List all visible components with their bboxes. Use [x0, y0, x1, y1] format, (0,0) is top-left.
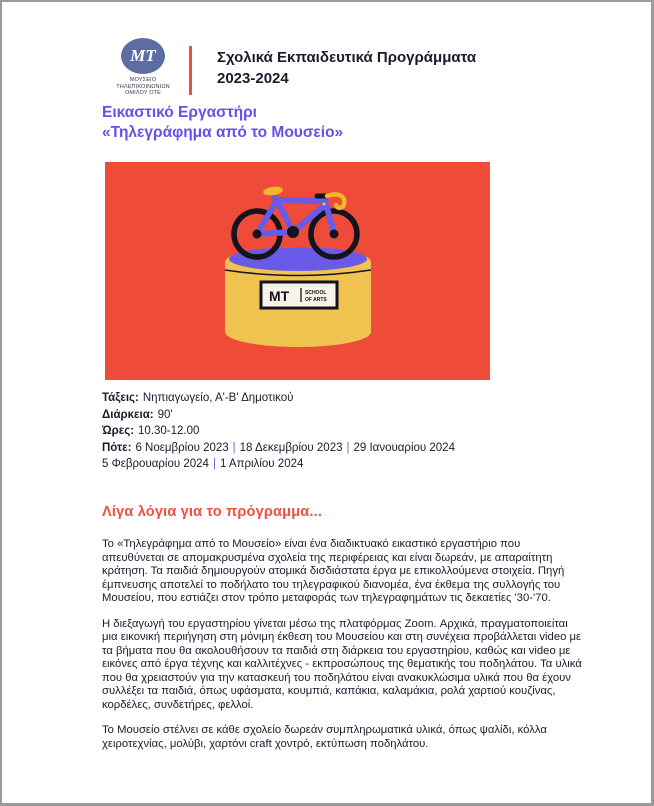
program-title-line1: Εικαστικό Εργαστήρι [102, 104, 257, 121]
logo-caption-line1: ΜΟΥΣΕΙΟ ΤΗΛΕΠΙΚΟΙΝΩΝΙΩΝ [116, 77, 170, 90]
detail-label: Διάρκεια: [102, 408, 154, 421]
logo-caption-line2: ΟΜΙΛΟΥ ΟΤΕ [124, 90, 162, 96]
museum-logo [104, 38, 182, 97]
detail-row-when-continued [102, 456, 455, 473]
date-separator: | [346, 441, 350, 454]
frame-dot [322, 202, 325, 205]
podium-label-monogram: MT [269, 288, 290, 304]
about-heading: Λίγα λόγια για το πρόγραμμα... [102, 504, 323, 520]
podium-label-of-arts: OF ARTS [305, 297, 327, 303]
date-value: 1 Απριλίου 2024 [219, 458, 304, 470]
date-separator: | [232, 441, 236, 454]
detail-value: Νηπιαγωγείο, Α'-Β' Δημοτικού [142, 392, 294, 404]
about-paragraph-3: Το Μουσείο στέλνει σε κάθε σχολείο δωρεάν συμπληρωματικά υλικά, όπως ψαλίδι, κόλλα χειροτεχνίας, μολύβι, χαρτόνι craft χοντρό, εκτύπωση ποδηλάτου. [102, 724, 547, 750]
detail-value: 10.30-12.00 [138, 425, 200, 437]
date-value: 5 Φεβρουαρίου 2024 [102, 458, 209, 470]
detail-row-classes [102, 390, 455, 407]
header-title [217, 47, 476, 89]
front-hub [330, 230, 339, 239]
program-title [102, 103, 343, 143]
header-title-line2: 2023-2024 [217, 70, 289, 87]
detail-label: Τάξεις: [102, 392, 139, 404]
bicycle-podium-illustration [105, 162, 490, 380]
detail-row-duration [102, 407, 455, 424]
logo-monogram-text: MT [130, 46, 156, 65]
about-paragraph-2: Η διεξαγωγή του εργαστηρίου γίνεται μέσω της πλατφόρμας Zoom. Αρχικά, πραγματοποιείται μια εικονική περιήγηση στη μόνιμη έκθεση του Μουσείου και στη συνέχεια προβάλλεται video με τα βήματα που θα ακολουθήσουν τα παιδιά στη διάρκεια του εργαστηρίου, καθώς και video με εικόνες από έργα τέχνης και καλλιτέχνες - εκπροσώπους της θεματικής του ποδηλάτου. Τα υλικά που θα χρειαστούν για την κατασκευή του ποδηλάτου είναι ανακυκλώσιμα υλικά που θα έχουν συλλέξει τα παιδιά, όπως υφάσματα, κουμπιά, καπάκια, καλαμάκια, ρολά χαρτιού κουζίνας, κορδέλες, συνδετήρες, φελλοί. [102, 617, 582, 711]
header-divider [189, 46, 192, 95]
date-value: 29 Ιανουαρίου 2024 [353, 441, 455, 454]
podium-label-school: SCHOOL [305, 290, 327, 296]
detail-row-hours [102, 423, 455, 440]
about-body [102, 538, 583, 763]
rear-hub [253, 230, 262, 239]
program-details [102, 390, 455, 473]
detail-label: Πότε: [102, 441, 132, 454]
date-separator: | [212, 458, 216, 470]
program-title-line2: «Τηλεγράφημα από το Μουσείο» [102, 124, 344, 141]
about-paragraph-1: Το «Τηλεγράφημα από το Μουσείο» είναι ένα διαδικτυακό εικαστικό εργαστήριο που απευθύνεται σε απομακρυσμένα σχολεία της περιφέρειας και είναι δωρεάν, με απαραίτητη κράτηση. Τα παιδιά δημιουργούν ατομικά δισδιάστατα έργα με επικολλούμενα στοιχεία. Πηγή έμπνευσης αποτελεί το ποδήλατο του τηλεγραφικού διανομέα, ένα έκθεμα της συλλογής του Μουσείου, που εστιάζει στον τρόπο μεταφοράς των τηλεγραφημάτων τις δεκαετίες '30-'70. [102, 538, 565, 604]
museum-logo-oval [121, 38, 165, 74]
program-illustration [105, 162, 490, 380]
crank [287, 226, 299, 238]
podium-label [261, 282, 337, 308]
detail-label: Ώρες: [102, 425, 135, 437]
detail-value: 90' [157, 408, 173, 421]
header-title-line1: Σχολικά Εκπαιδευτικά Προγράμματα [217, 49, 477, 66]
date-value: 6 Νοεμβρίου 2023 [135, 441, 229, 454]
detail-row-when [102, 440, 455, 457]
date-value: 18 Δεκεμβρίου 2023 [239, 441, 343, 454]
